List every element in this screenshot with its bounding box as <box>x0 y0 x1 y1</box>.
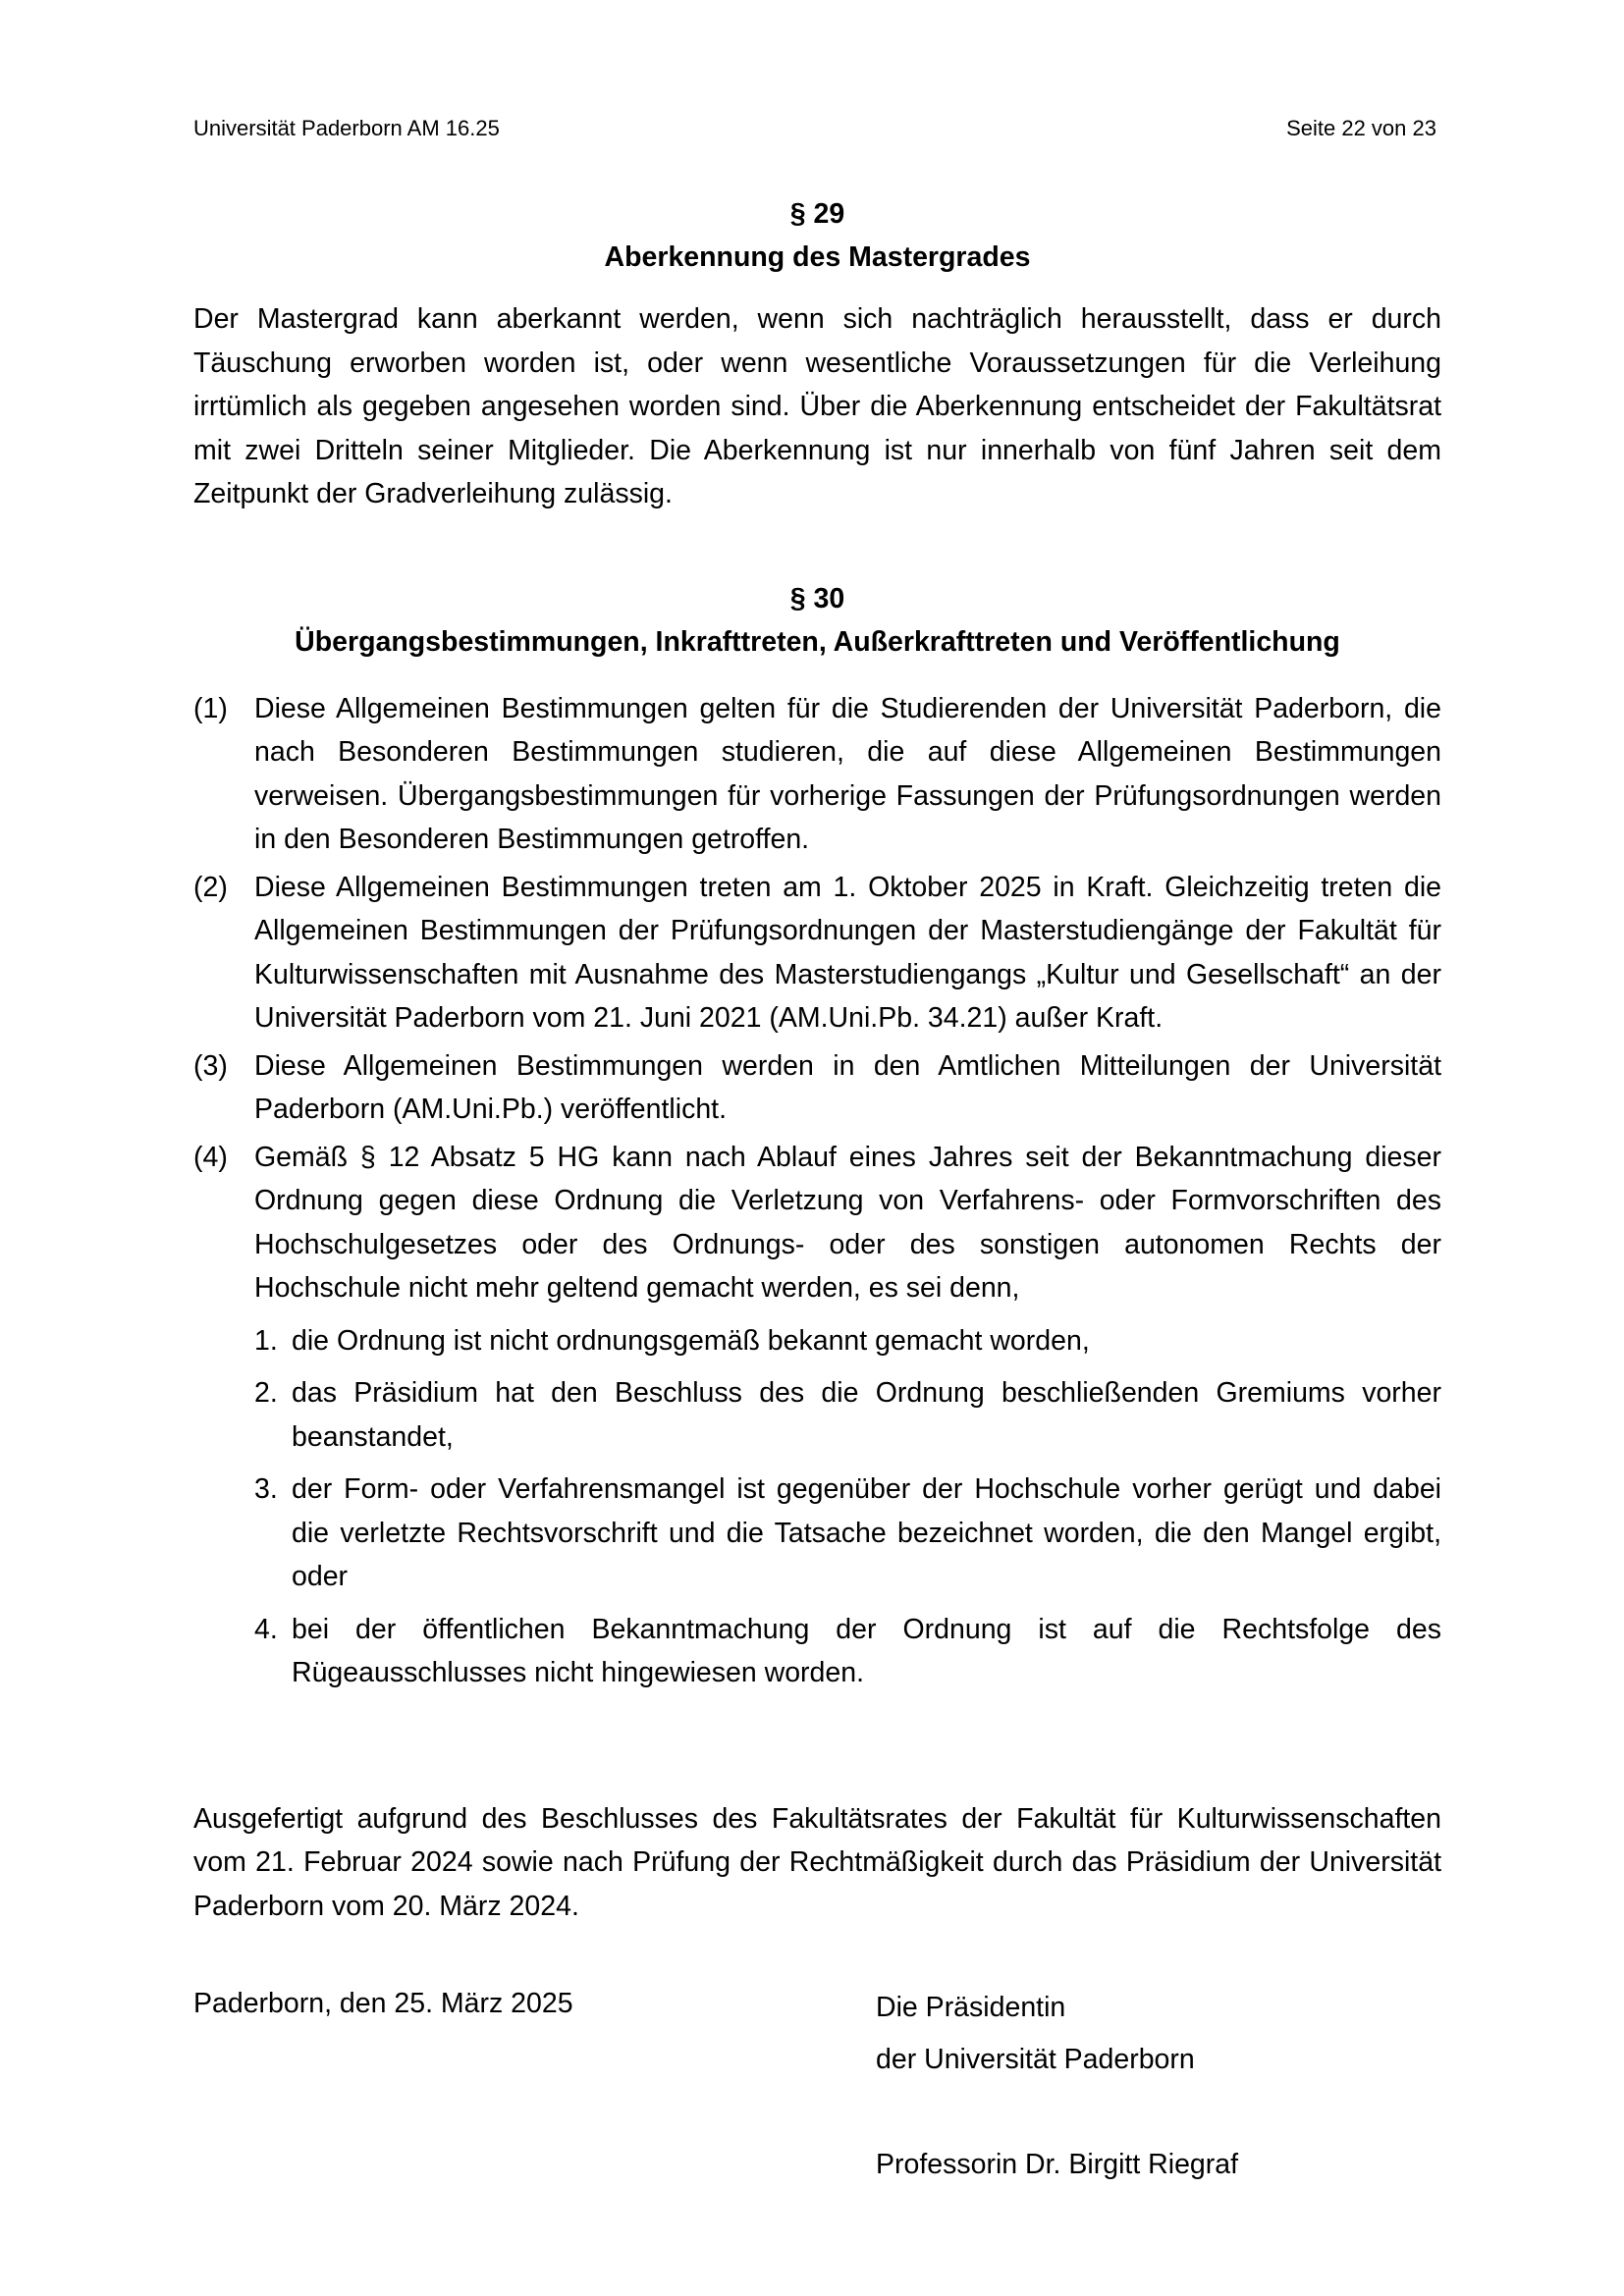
list-item <box>254 1468 1441 1599</box>
section-30-heading <box>193 577 1441 664</box>
section-29-title: Aberkennung des Mastergrades <box>604 241 1031 273</box>
document-body <box>193 192 1441 2178</box>
section-30-number: § 30 <box>789 582 845 614</box>
signatory-title: Die Präsidentin <box>876 1992 1066 2023</box>
header-document-id: Universität Paderborn AM 16.25 <box>193 116 500 140</box>
list-item <box>254 1371 1441 1459</box>
list-item-text: der Form- oder Verfahrensmangel ist gegenüber der Hochschule vorher gerügt und dabei die verletzte Rechtsvorschrift und die Tatsache bezeichnet worden, die den Mangel ergibt, oder <box>292 1473 1441 1592</box>
paragraph-number: (1) <box>193 692 228 724</box>
list-item-text: bei der öffentlichen Bekanntmachung der Ordnung ist auf die Rechtsfolge des Rügeausschlusses nicht hingewiesen worden. <box>292 1613 1441 1688</box>
exception-list <box>254 1319 1441 1695</box>
closing-statement: Ausgefertigt aufgrund des Beschlusses des Fakultätsrates der Fakultät für Kulturwissenschaften vom 21. Februar 2024 sowie nach Prüfung der Rechtmäßigkeit durch das Präsidium der Universität Paderborn vom 20. März 2024. <box>193 1802 1441 1922</box>
list-item-number: 3. <box>254 1473 278 1505</box>
paragraph-text: Diese Allgemeinen Bestimmungen treten am 1. Oktober 2025 in Kraft. Gleichzeitig treten die Allgemeinen Bestimmungen der Prüfungsordnungen der Masterstudiengänge der Fakultät für Kulturwissenschaften mit Ausnahme des Masterstudiengangs „Kultur und Gesellschaft“ an der Universität Paderborn vom 21. Juni 2021 (AM.Uni.Pb. 34.21) außer Kraft. <box>254 871 1441 1034</box>
list-item-text: die Ordnung ist nicht ordnungsgemäß bekannt gemacht worden, <box>292 1324 1090 1357</box>
section-29-text: Der Mastergrad kann aberkannt werden, wenn sich nachträglich herausstellt, dass er durch Täuschung erworben worden ist, oder wenn wesentliche Voraussetzungen für die Verleihung irrtümlich als gegeben angesehen worden sind. Über die Aberkennung entscheidet der Fakultätsrat mit zwei Dritteln seiner Mitglieder. Die Aberkennung ist nur innerhalb von fünf Jahren seit dem Zeitpunkt der Gradverleihung zulässig. <box>193 303 1441 509</box>
section-30-title: Übergangsbestimmungen, Inkrafttreten, Außerkrafttreten und Veröffentlichung <box>295 625 1340 658</box>
paragraph-number: (4) <box>193 1141 228 1173</box>
section-29-number: § 29 <box>789 198 845 230</box>
list-item-number: 4. <box>254 1613 278 1645</box>
paragraph-1 <box>193 687 1441 862</box>
section-29-heading <box>193 192 1441 279</box>
signatory-name: Professorin Dr. Birgitt Riegraf <box>876 2149 1239 2180</box>
paragraph-2 <box>193 866 1441 1041</box>
paragraph-text: Diese Allgemeinen Bestimmungen werden in den Amtlichen Mitteilungen der Universität Paderborn (AM.Uni.Pb.) veröffentlicht. <box>254 1049 1441 1125</box>
list-item <box>254 1319 1441 1363</box>
paragraph-text: Gemäß § 12 Absatz 5 HG kann nach Ablauf eines Jahres seit der Bekanntmachung dieser Ordnung gegen diese Ordnung die Verletzung von Verfahrens- oder Formvorschriften des Hochschulgesetzes oder des Ordnungs- oder des sonstigen autonomen Rechts der Hochschule nicht mehr geltend gemacht werden, es sei denn, <box>254 1141 1441 1304</box>
paragraph-3 <box>193 1044 1441 1132</box>
paragraph-text: Diese Allgemeinen Bestimmungen gelten für die Studierenden der Universität Paderborn, die nach Besonderen Bestimmungen studieren, die auf diese Allgemeinen Bestimmungen verweisen. Übergangsbestimmungen für vorherige Fassungen der Prüfungsordnungen werden in den Besonderen Bestimmungen getroffen. <box>254 692 1441 855</box>
list-item-text: das Präsidium hat den Beschluss des die Ordnung beschließenden Gremiums vorher beanstandet, <box>292 1377 1441 1453</box>
list-item-number: 1. <box>254 1324 278 1357</box>
signatory-block <box>876 1982 1238 2191</box>
signature-section <box>193 1982 1441 2178</box>
header-page-number: Seite 22 von 23 <box>1286 116 1436 140</box>
list-item-number: 2. <box>254 1377 278 1409</box>
signatory-institution: der Universität Paderborn <box>876 2044 1195 2075</box>
paragraph-number: (2) <box>193 871 228 903</box>
paragraph-number: (3) <box>193 1049 228 1082</box>
place-and-date: Paderborn, den 25. März 2025 <box>193 1988 573 2019</box>
list-item <box>254 1608 1441 1695</box>
paragraph-4 <box>193 1136 1441 1695</box>
